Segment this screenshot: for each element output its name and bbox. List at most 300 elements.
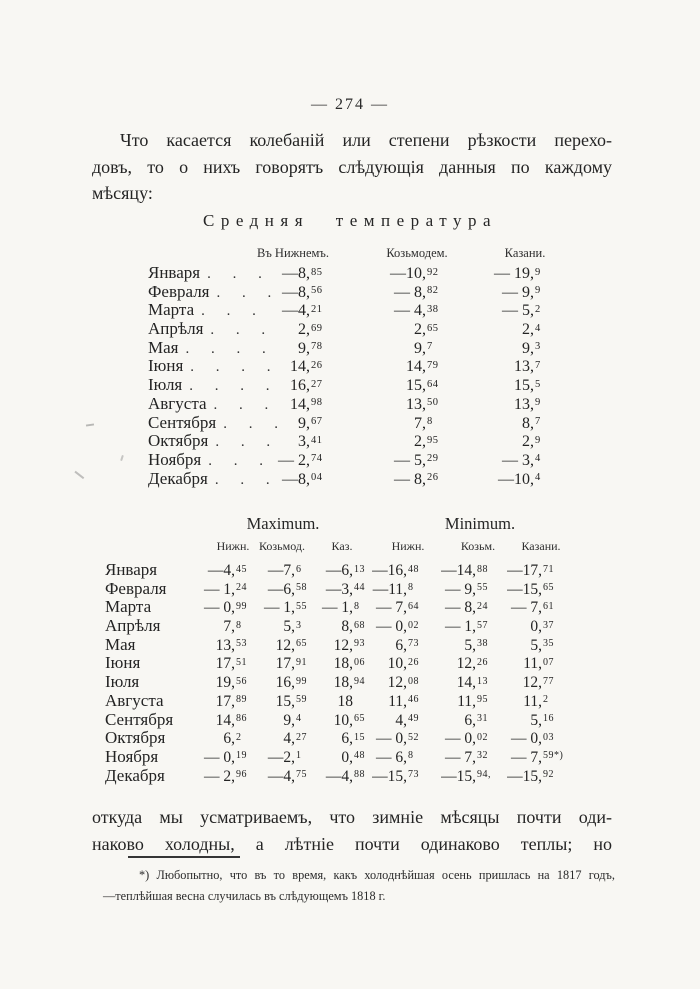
mean-temperature-table bbox=[148, 246, 555, 487]
footnote bbox=[103, 865, 615, 906]
value-cell bbox=[494, 637, 560, 655]
value-decimals: 59 bbox=[296, 694, 307, 706]
value-integer: 13, bbox=[215, 636, 235, 654]
month-cell bbox=[148, 356, 280, 376]
value-decimals: 26 bbox=[311, 359, 323, 371]
value-decimals: 53 bbox=[236, 638, 247, 650]
extremes-group-header bbox=[105, 514, 560, 539]
value-cell bbox=[253, 749, 313, 767]
month-label: Января bbox=[105, 560, 158, 579]
value-cell bbox=[494, 581, 560, 599]
value-cell bbox=[313, 749, 371, 767]
month-cell bbox=[148, 281, 281, 302]
paragraph-line: Что касается колебаній или степени рѣзкости перехо- bbox=[120, 130, 612, 150]
value-cell bbox=[313, 599, 371, 617]
value-cell bbox=[494, 618, 560, 636]
value-integer: 5, bbox=[530, 711, 542, 729]
value-decimals: 71 bbox=[543, 563, 554, 575]
value-decimals: 24 bbox=[236, 582, 247, 594]
value-cell bbox=[425, 693, 494, 711]
month-label: Сентября bbox=[105, 709, 174, 729]
value-cell bbox=[253, 637, 313, 655]
value-decimals: 73 bbox=[408, 769, 419, 781]
value-cell bbox=[447, 377, 555, 395]
value-cell bbox=[447, 415, 555, 433]
value-decimals: 26 bbox=[427, 472, 439, 484]
value-decimals: 4 bbox=[535, 322, 541, 334]
value-cell bbox=[494, 674, 560, 692]
column-header: Козьм. bbox=[460, 539, 496, 553]
value-decimals: 82 bbox=[427, 285, 439, 297]
value-integer: — 1, bbox=[264, 599, 295, 617]
value-cell bbox=[425, 768, 494, 786]
value-decimals: 99 bbox=[296, 675, 307, 687]
value-integer: —11, bbox=[372, 580, 407, 598]
mean-table-body bbox=[148, 263, 555, 487]
value-decimals: 51 bbox=[236, 656, 247, 668]
value-decimals: 7 bbox=[535, 416, 541, 427]
value-integer: 2, bbox=[414, 433, 426, 451]
column-header: Нижн. bbox=[216, 539, 250, 553]
value-decimals: 37 bbox=[543, 619, 554, 631]
footnote-line: —теплѣйшая весна случилась въ слѣдующемъ 1818 г. bbox=[103, 888, 386, 903]
value-cell bbox=[253, 674, 313, 692]
value-decimals: 38 bbox=[427, 303, 439, 315]
value-decimals: 88 bbox=[477, 563, 488, 575]
value-integer: 10, bbox=[387, 655, 407, 673]
table-row bbox=[105, 597, 560, 616]
value-decimals: 13 bbox=[477, 675, 488, 687]
value-cell bbox=[270, 284, 331, 302]
value-decimals: 2 bbox=[535, 303, 541, 315]
value-cell bbox=[425, 581, 494, 599]
value-cell bbox=[313, 655, 371, 673]
value-integer: 16, bbox=[290, 377, 310, 395]
value-cell bbox=[313, 693, 371, 711]
value-cell bbox=[270, 358, 331, 376]
value-integer: 13, bbox=[514, 395, 534, 413]
value-cell bbox=[447, 284, 555, 302]
value-integer: 3, bbox=[298, 433, 310, 451]
value-decimals: 26 bbox=[408, 656, 419, 668]
value-integer: —10, bbox=[390, 265, 426, 282]
value-decimals: 93 bbox=[354, 638, 365, 650]
value-decimals: 7 bbox=[427, 341, 433, 353]
value-decimals: 65 bbox=[354, 713, 365, 724]
value-decimals: 19 bbox=[236, 750, 247, 762]
leader-dots: . . . . bbox=[190, 359, 280, 376]
value-decimals: 03 bbox=[543, 731, 554, 743]
value-decimals: 48 bbox=[408, 563, 419, 575]
value-cell bbox=[253, 768, 313, 786]
table-row bbox=[105, 579, 560, 598]
value-cell bbox=[190, 768, 253, 786]
value-integer: — 1, bbox=[445, 618, 476, 636]
value-decimals: 13 bbox=[354, 563, 365, 575]
table-row bbox=[105, 691, 560, 710]
month-cell bbox=[148, 393, 278, 414]
value-cell bbox=[425, 562, 494, 580]
month-label: Декабря bbox=[148, 468, 208, 488]
month-cell bbox=[148, 319, 275, 339]
value-integer: 0, bbox=[341, 748, 353, 766]
value-integer: — 9, bbox=[502, 283, 534, 301]
month-label: Февраля bbox=[105, 578, 167, 598]
value-decimals: 92 bbox=[543, 769, 554, 781]
leader-dots: . . . bbox=[208, 452, 272, 469]
value-cell bbox=[447, 265, 555, 283]
column-header: Каз. bbox=[331, 539, 353, 553]
table-row bbox=[105, 560, 560, 579]
value-integer: — 0, bbox=[204, 599, 235, 617]
value-integer: 17, bbox=[275, 655, 295, 673]
value-decimals: 64 bbox=[408, 600, 419, 612]
table-row bbox=[105, 616, 560, 635]
value-cell bbox=[253, 712, 313, 730]
value-cell bbox=[270, 302, 331, 320]
month-label: Іюля bbox=[148, 375, 183, 395]
value-integer: 14, bbox=[290, 395, 310, 413]
value-decimals: 38 bbox=[477, 638, 488, 650]
month-label: Октября bbox=[105, 728, 166, 748]
paragraph-line: откуда мы усматриваемъ, что зимніе мѣсяцы почти оди- bbox=[92, 807, 612, 827]
value-decimals: 4 bbox=[535, 453, 541, 465]
value-integer: 12, bbox=[275, 636, 295, 654]
column-header: Казани. bbox=[521, 539, 561, 553]
value-integer: 11, bbox=[388, 692, 407, 710]
value-decimals: 8 bbox=[236, 619, 242, 631]
value-decimals: 3 bbox=[535, 341, 541, 353]
value-decimals: 9 bbox=[535, 266, 541, 278]
month-label: Января bbox=[148, 263, 201, 282]
scan-artifact bbox=[75, 471, 85, 479]
value-integer: — 0, bbox=[445, 730, 476, 748]
value-integer: 7, bbox=[223, 618, 235, 636]
value-cell bbox=[313, 768, 371, 786]
value-cell bbox=[253, 618, 313, 636]
page-number: — 274 — bbox=[311, 96, 389, 113]
value-cell bbox=[190, 599, 253, 617]
value-decimals: 64 bbox=[427, 378, 439, 390]
value-integer: 13, bbox=[406, 395, 426, 413]
value-integer: —3, bbox=[325, 580, 353, 598]
value-cell bbox=[190, 693, 253, 711]
value-cell bbox=[331, 265, 447, 283]
value-cell bbox=[331, 284, 447, 302]
value-cell bbox=[190, 730, 253, 748]
value-integer: 11, bbox=[523, 655, 542, 673]
value-cell bbox=[371, 599, 425, 617]
value-integer: 5, bbox=[464, 636, 476, 654]
value-cell bbox=[331, 415, 447, 433]
month-label: Марта bbox=[105, 597, 152, 617]
value-integer: 6, bbox=[223, 730, 235, 748]
value-cell bbox=[425, 730, 494, 748]
value-cell bbox=[371, 618, 425, 636]
value-decimals: 65 bbox=[427, 322, 439, 334]
value-decimals: 24 bbox=[477, 600, 488, 612]
table-row bbox=[148, 282, 555, 301]
value-integer: — 2, bbox=[278, 451, 310, 469]
value-integer: — 6, bbox=[376, 748, 407, 766]
value-integer: — 8, bbox=[394, 470, 426, 488]
value-decimals: 69 bbox=[311, 322, 323, 334]
value-cell bbox=[270, 452, 331, 470]
value-integer: 16, bbox=[275, 674, 295, 692]
value-decimals: 06 bbox=[354, 656, 365, 668]
table-row bbox=[148, 356, 555, 375]
value-decimals: 79 bbox=[427, 359, 439, 371]
table-row bbox=[105, 672, 560, 691]
column-header: Козьмодем. bbox=[386, 246, 448, 260]
value-decimals: 59*) bbox=[543, 750, 564, 762]
value-cell bbox=[190, 618, 253, 636]
value-cell bbox=[425, 674, 494, 692]
value-decimals: 8 bbox=[408, 750, 414, 762]
value-integer: — 2, bbox=[204, 767, 235, 785]
table-row bbox=[148, 450, 555, 469]
month-cell bbox=[148, 375, 279, 395]
value-decimals: 27 bbox=[296, 731, 307, 743]
value-cell bbox=[447, 452, 555, 470]
value-cell bbox=[313, 637, 371, 655]
value-integer: 18, bbox=[333, 674, 353, 692]
value-cell bbox=[270, 265, 331, 283]
value-decimals: 85 bbox=[311, 266, 323, 278]
value-cell bbox=[494, 730, 560, 748]
month-label: Сентября bbox=[148, 412, 217, 432]
month-label: Августа bbox=[105, 690, 164, 710]
value-cell bbox=[447, 321, 555, 339]
value-integer: 14, bbox=[215, 711, 235, 729]
value-cell bbox=[331, 396, 447, 414]
value-decimals: 86 bbox=[236, 713, 247, 724]
value-integer: 7, bbox=[414, 414, 426, 432]
group-header-minimum: Minimum. bbox=[444, 514, 516, 533]
value-integer: 4, bbox=[395, 711, 407, 729]
value-decimals: 49 bbox=[408, 713, 419, 724]
value-integer: 2, bbox=[522, 433, 534, 451]
column-header: Въ Нижнемъ. bbox=[256, 246, 330, 260]
value-integer: —8, bbox=[282, 470, 310, 488]
value-integer: —2, bbox=[267, 748, 295, 766]
value-decimals: 77 bbox=[543, 675, 554, 687]
value-decimals: 15 bbox=[354, 731, 365, 743]
value-cell bbox=[371, 655, 425, 673]
value-cell bbox=[313, 618, 371, 636]
leader-dots: . . . bbox=[207, 266, 271, 282]
value-decimals: 57 bbox=[477, 619, 488, 631]
value-decimals: 6 bbox=[296, 563, 302, 575]
value-integer: —10, bbox=[498, 470, 534, 488]
value-cell bbox=[331, 433, 447, 451]
value-integer: — 9, bbox=[445, 580, 476, 598]
value-decimals: 9 bbox=[535, 285, 541, 297]
value-integer: — 8, bbox=[394, 283, 426, 301]
month-cell bbox=[148, 337, 275, 358]
value-integer: 19, bbox=[215, 674, 235, 692]
value-decimals: 3 bbox=[296, 619, 302, 631]
value-cell bbox=[447, 340, 555, 358]
month-label: Февраля bbox=[148, 281, 210, 301]
value-cell bbox=[494, 562, 560, 580]
value-cell bbox=[270, 471, 331, 489]
value-cell bbox=[494, 768, 560, 786]
value-cell bbox=[371, 749, 425, 767]
value-cell bbox=[371, 730, 425, 748]
value-cell bbox=[371, 712, 425, 730]
value-decimals: 31 bbox=[477, 713, 488, 724]
value-integer: —15, bbox=[507, 580, 542, 598]
month-label: Іюля bbox=[105, 672, 140, 692]
value-cell bbox=[371, 693, 425, 711]
value-integer: 14, bbox=[456, 674, 476, 692]
value-cell bbox=[494, 599, 560, 617]
intro-paragraph bbox=[92, 127, 612, 207]
table-row bbox=[105, 746, 564, 766]
month-label: Ноября bbox=[105, 746, 159, 766]
extremes-table-body bbox=[105, 560, 564, 785]
value-cell bbox=[253, 655, 313, 673]
table-row bbox=[148, 300, 555, 319]
month-label: Іюня bbox=[148, 356, 184, 376]
value-integer: 12, bbox=[387, 674, 407, 692]
value-cell bbox=[190, 712, 253, 730]
value-decimals: 44 bbox=[354, 582, 365, 594]
table-row bbox=[148, 319, 555, 338]
value-decimals: 92 bbox=[427, 266, 439, 278]
table-row bbox=[105, 728, 560, 747]
value-integer: 11, bbox=[457, 692, 476, 710]
leader-dots: . . . bbox=[215, 434, 280, 451]
value-integer: 12, bbox=[522, 674, 542, 692]
value-integer: 15, bbox=[514, 377, 534, 395]
value-integer: —6, bbox=[267, 580, 295, 598]
table-row bbox=[105, 710, 560, 729]
extremes-subheader bbox=[105, 539, 560, 560]
section-title: Средняя температура bbox=[202, 211, 498, 230]
value-integer: — 0, bbox=[376, 730, 407, 748]
value-integer: 15, bbox=[275, 692, 295, 710]
value-decimals: 94, bbox=[477, 769, 491, 781]
value-cell bbox=[270, 433, 331, 451]
value-integer: 14, bbox=[290, 358, 310, 376]
column-header: Казани. bbox=[504, 246, 546, 260]
value-cell bbox=[494, 655, 560, 673]
value-decimals: 89 bbox=[236, 694, 247, 706]
value-cell bbox=[270, 321, 331, 339]
value-decimals: 29 bbox=[427, 453, 439, 465]
value-decimals: 35 bbox=[543, 638, 554, 650]
value-decimals: 55 bbox=[477, 582, 488, 594]
value-decimals: 04 bbox=[311, 472, 323, 484]
value-cell bbox=[447, 433, 555, 451]
month-label: Августа bbox=[148, 393, 207, 413]
value-integer: 18 bbox=[337, 692, 353, 710]
value-decimals: 26 bbox=[477, 656, 488, 668]
value-cell bbox=[331, 377, 447, 395]
value-cell bbox=[494, 712, 560, 730]
month-label: Декабря bbox=[105, 765, 165, 785]
value-cell bbox=[190, 749, 253, 767]
value-integer: —15, bbox=[507, 767, 542, 785]
value-decimals: 2 bbox=[543, 694, 549, 706]
value-integer: — 1, bbox=[204, 580, 235, 598]
value-integer: 11, bbox=[523, 692, 542, 710]
footnote-line: *) Любопытно, что въ то время, какъ холоднѣйшая осень пришлась на 1817 годъ, bbox=[139, 868, 615, 882]
scan-artifact bbox=[86, 423, 94, 426]
value-integer: 17, bbox=[215, 692, 235, 710]
value-integer: 0, bbox=[530, 618, 542, 636]
value-integer: —4, bbox=[282, 302, 310, 320]
value-integer: 9, bbox=[298, 339, 310, 357]
mean-table-header bbox=[148, 246, 555, 263]
value-integer: —4, bbox=[267, 767, 295, 785]
table-row bbox=[148, 263, 555, 282]
value-decimals: 95 bbox=[427, 434, 439, 446]
value-integer: —7, bbox=[267, 562, 295, 579]
value-cell bbox=[371, 768, 425, 786]
value-decimals: 50 bbox=[427, 397, 439, 409]
leader-dots: . . . bbox=[223, 415, 287, 432]
value-integer: 9, bbox=[522, 339, 534, 357]
table-row bbox=[105, 653, 560, 672]
value-integer: —4, bbox=[207, 562, 235, 579]
month-cell bbox=[148, 431, 280, 451]
value-cell bbox=[190, 674, 253, 692]
value-cell bbox=[425, 655, 494, 673]
table-row bbox=[148, 431, 555, 450]
value-integer: 17, bbox=[215, 655, 235, 673]
value-cell bbox=[331, 452, 447, 470]
value-cell bbox=[190, 562, 253, 580]
month-label: Іюня bbox=[105, 653, 141, 673]
value-integer: — 0, bbox=[376, 618, 407, 636]
leader-dots: . . . bbox=[213, 396, 278, 413]
value-cell bbox=[447, 358, 555, 376]
value-cell bbox=[313, 562, 371, 580]
value-cell bbox=[494, 693, 560, 711]
value-integer: 2, bbox=[298, 321, 310, 339]
value-integer: — 4, bbox=[394, 302, 426, 320]
value-integer: —16, bbox=[372, 562, 407, 579]
value-integer: —4, bbox=[325, 767, 353, 785]
value-integer: 6, bbox=[395, 636, 407, 654]
value-cell bbox=[270, 415, 331, 433]
value-cell bbox=[425, 712, 494, 730]
leader-dots: . . . bbox=[216, 284, 281, 301]
value-decimals: 4 bbox=[296, 713, 302, 724]
value-cell bbox=[425, 618, 494, 636]
value-decimals: 58 bbox=[296, 582, 307, 594]
value-decimals: 5 bbox=[535, 378, 541, 390]
month-label: Мая bbox=[105, 634, 136, 654]
value-integer: 9, bbox=[283, 711, 295, 729]
month-cell bbox=[148, 263, 270, 283]
value-cell bbox=[447, 302, 555, 320]
value-decimals: 55 bbox=[296, 600, 307, 612]
table-row bbox=[148, 469, 555, 488]
value-decimals: 95 bbox=[477, 694, 488, 706]
value-cell bbox=[425, 637, 494, 655]
paragraph-line: довъ, то о нихъ говорятъ слѣдующія данныя по каждому bbox=[92, 156, 612, 177]
value-integer: —8, bbox=[282, 283, 310, 301]
value-decimals: 2 bbox=[236, 731, 242, 743]
value-integer: 12, bbox=[456, 655, 476, 673]
value-cell bbox=[190, 637, 253, 655]
leader-dots: . . . bbox=[214, 471, 279, 488]
value-cell bbox=[371, 562, 425, 580]
